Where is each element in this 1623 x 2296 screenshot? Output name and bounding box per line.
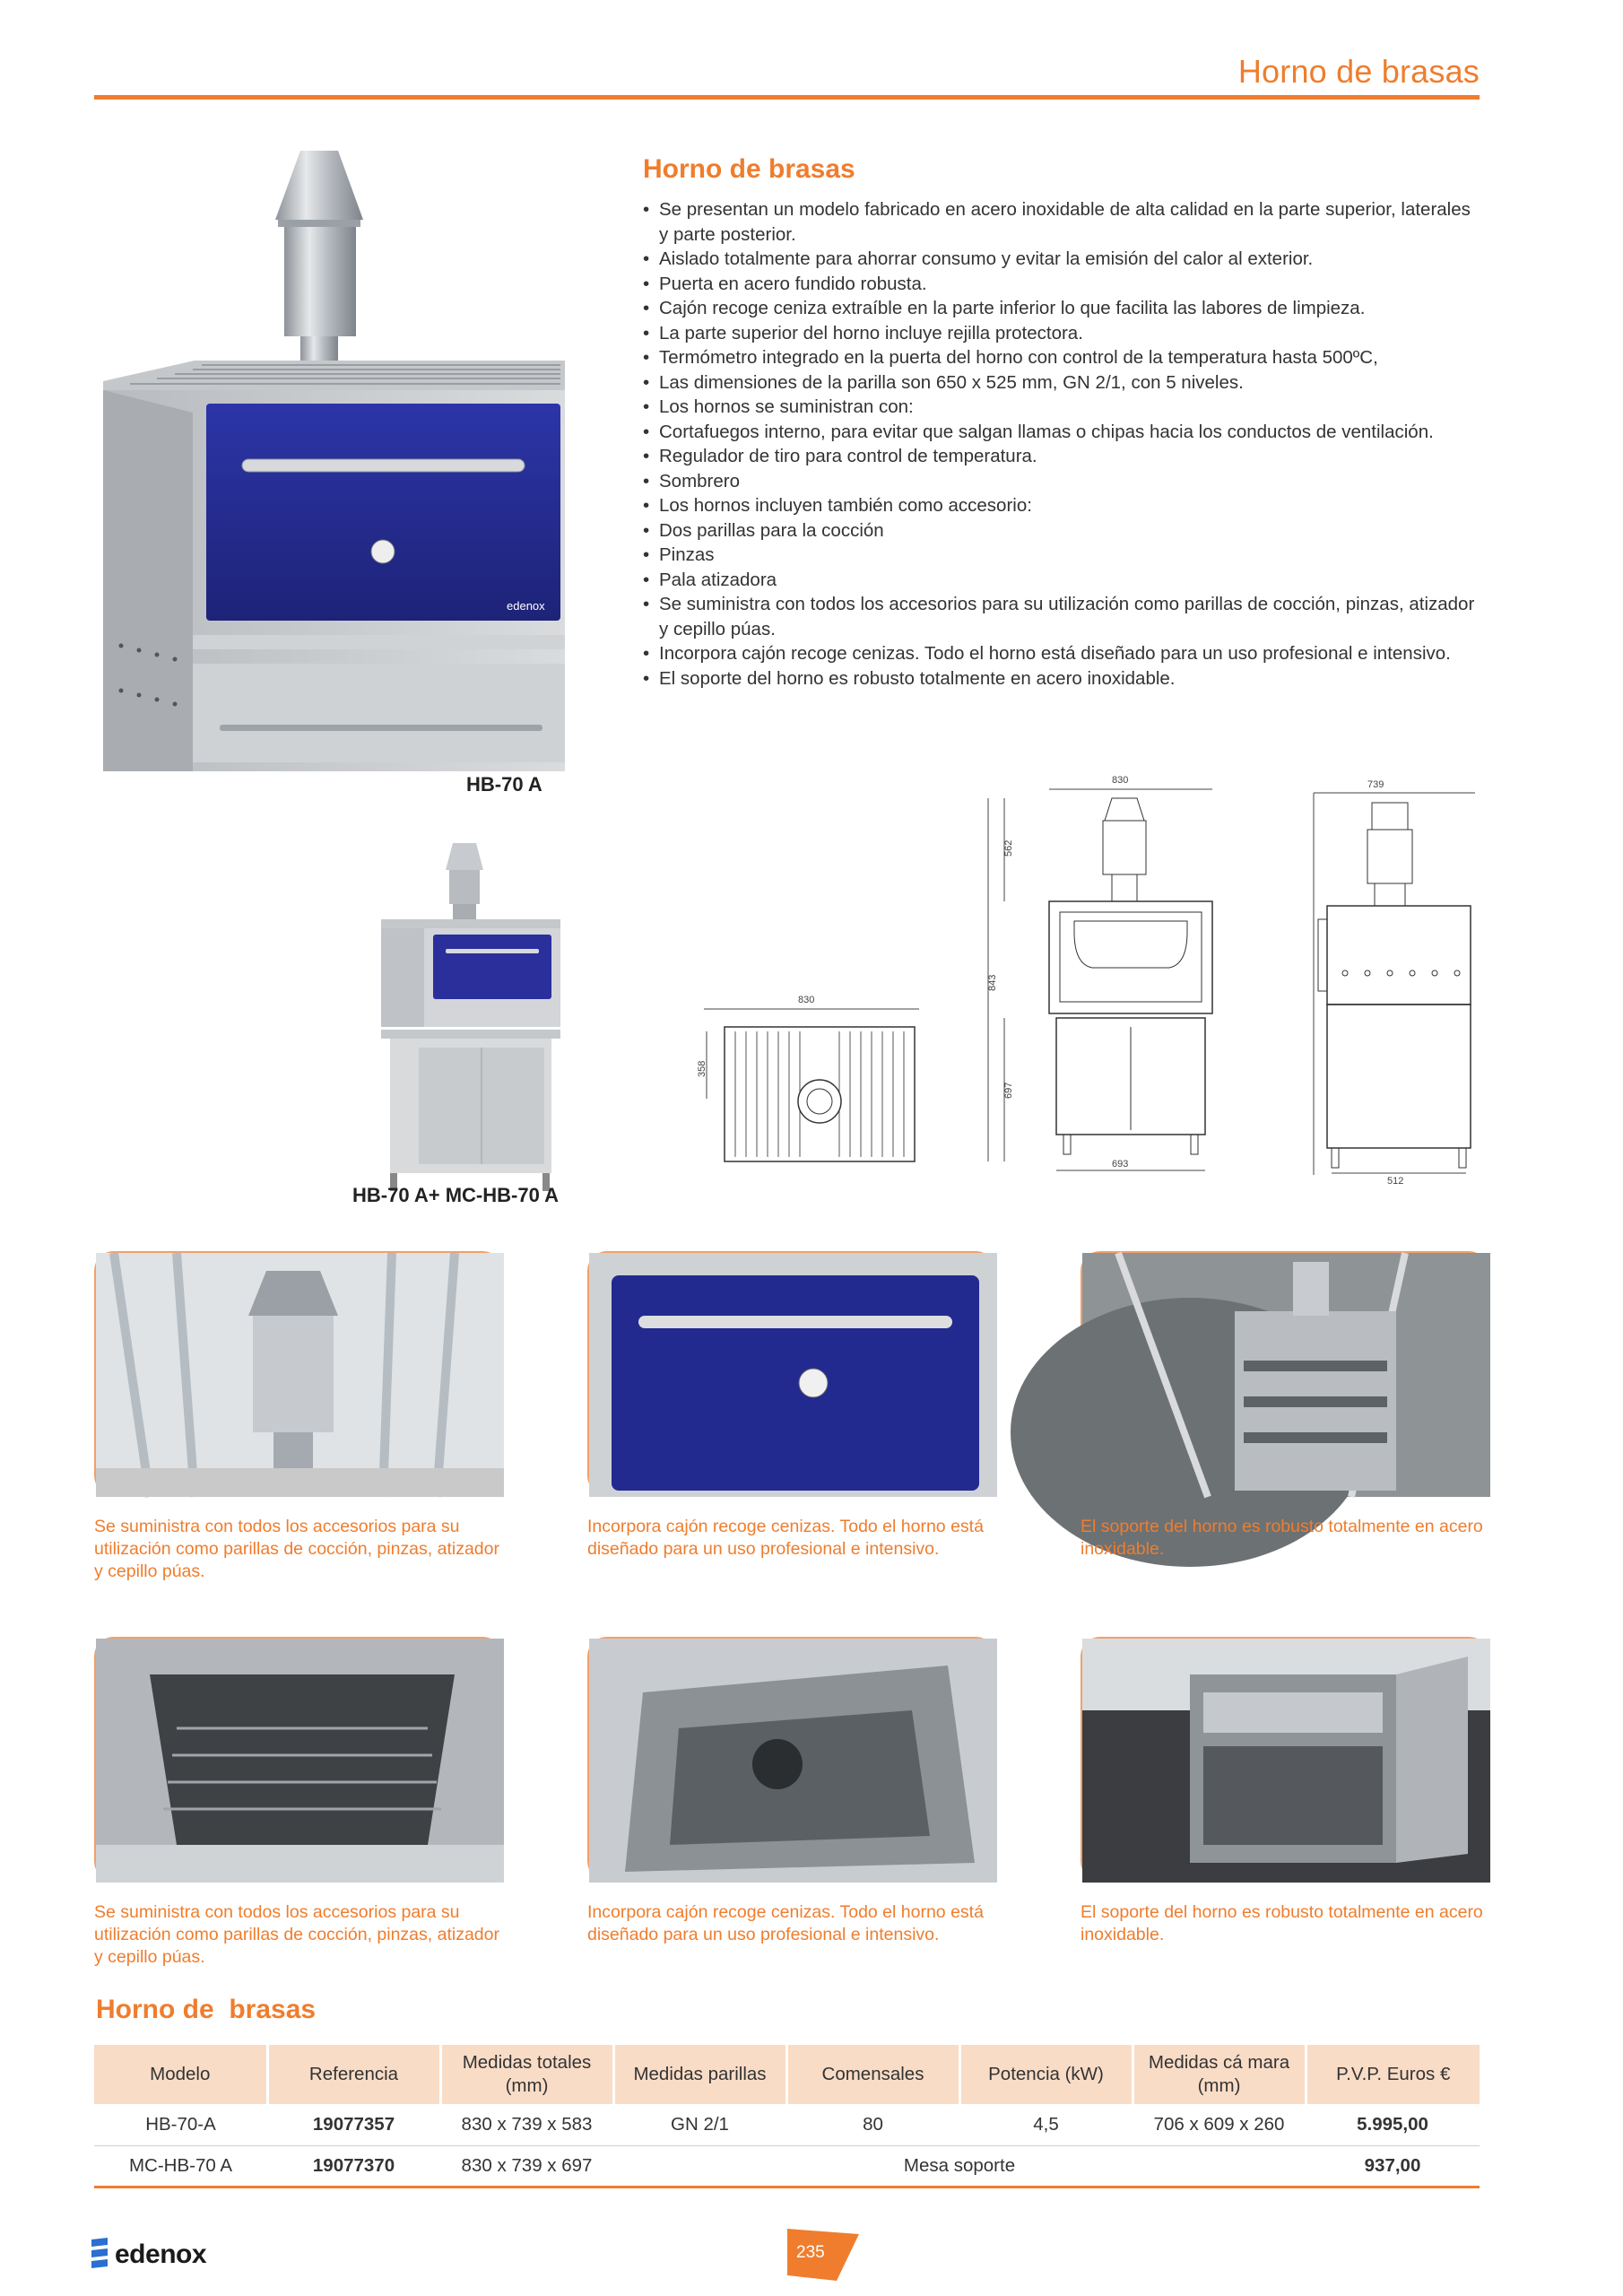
svg-text:512: 512 (1387, 1176, 1404, 1187)
technical-drawing-side-view (1305, 779, 1484, 1187)
cell-dimensions: 830 x 739 x 697 (440, 2145, 613, 2187)
column-header: Comensales (786, 2045, 959, 2104)
svg-text:843: 843 (987, 974, 998, 991)
price-table (94, 2045, 1480, 2188)
photo-caption: Incorpora cajón recoge cenizas. Todo el horno está diseñado para un uso profesional e intensivo. (587, 1517, 984, 1559)
photo-ash-drawer (587, 1637, 995, 1881)
svg-text:830: 830 (798, 995, 815, 1005)
table-row (94, 2104, 1480, 2145)
photo-caption: Se suministra con todos los accesorios para su utilización como parillas de cocción, pinzas, atizador y cepillo púas. (94, 1517, 499, 1581)
edenox-logo-icon (90, 2238, 109, 2272)
technical-drawing-top-view (699, 987, 924, 1175)
page-number: 235 (796, 2243, 825, 2262)
svg-text:358: 358 (697, 1060, 707, 1077)
feature-item: • Los hornos incluyen también como accesorio: (643, 493, 1477, 518)
cell-model: HB-70-A (94, 2104, 267, 2145)
photo-oven-top-view (1081, 1251, 1488, 1495)
cell-power: 4,5 (959, 2104, 1133, 2145)
product-label-hb70a: HB-70 A (466, 773, 542, 796)
feature-item: • La parte superior del horno incluye rejilla protectora. (643, 321, 1477, 346)
page-title: Horno de brasas (1237, 53, 1480, 90)
svg-text:edenox: edenox (507, 599, 545, 613)
column-header: Potencia (kW) (959, 2045, 1133, 2104)
table-row (94, 2145, 1480, 2187)
svg-text:693: 693 (1112, 1159, 1129, 1170)
feature-item: • Cortafuegos interno, para evitar que salgan llamas o chipas hacia los conductos de ventilación. (643, 420, 1477, 445)
photo-stainless-stand (1081, 1637, 1488, 1881)
cell-reference: 19077370 (267, 2145, 440, 2187)
cell-diners: 80 (786, 2104, 959, 2145)
cell-price: 937,00 (1306, 2145, 1480, 2187)
table-title: Horno de brasas (96, 1995, 317, 2024)
cell-chamber: 706 x 609 x 260 (1133, 2104, 1306, 2145)
svg-text:739: 739 (1367, 779, 1384, 790)
feature-item: • Dos parillas para la cocción (643, 518, 1477, 544)
technical-drawing-front-view (977, 767, 1228, 1184)
brand-name: edenox (115, 2239, 207, 2269)
column-header: Referencia (267, 2045, 440, 2104)
column-header: Medidas cá mara (mm) (1133, 2045, 1306, 2104)
product-description (643, 154, 1477, 691)
photo-oven-door (587, 1251, 995, 1495)
photo-caption: El soporte del horno es robusto totalmente en acero inoxidable. (1081, 1517, 1483, 1559)
table-header-row (94, 2045, 1480, 2104)
photo-caption: El soporte del horno es robusto totalmente en acero inoxidable. (1081, 1902, 1483, 1944)
cell-grill-size: GN 2/1 (613, 2104, 786, 2145)
svg-text:830: 830 (1112, 775, 1129, 786)
column-header: Modelo (94, 2045, 267, 2104)
feature-item: • Pala atizadora (643, 568, 1477, 593)
cell-reference: 19077357 (267, 2104, 440, 2145)
page-header (94, 49, 1480, 100)
photo-chimney-closeup (94, 1251, 502, 1495)
feature-item: • Cajón recoge ceniza extraíble en la parte inferior lo que facilita las labores de limpieza. (643, 296, 1477, 321)
column-header: Medidas parillas (613, 2045, 786, 2104)
feature-item: • Sombrero (643, 469, 1477, 494)
feature-item: • Pinzas (643, 543, 1477, 568)
feature-item: • Se presentan un modelo fabricado en acero inoxidable de alta calidad en la parte superior, laterales y parte posterior. (643, 197, 1477, 247)
cell-dimensions: 830 x 739 x 583 (440, 2104, 613, 2145)
brand-logo (90, 2238, 206, 2272)
product-image-hb70a-with-stand (363, 834, 569, 1193)
feature-item: • El soporte del horno es robusto totalmente en acero inoxidable. (643, 666, 1477, 691)
feature-item: • Regulador de tiro para control de temperatura. (643, 444, 1477, 469)
feature-item: • Termómetro integrado en la puerta del horno con control de la temperatura hasta 500ºC, (643, 345, 1477, 370)
cell-model: MC-HB-70 A (94, 2145, 267, 2187)
feature-item: • Las dimensiones de la parilla son 650 x 525 mm, GN 2/1, con 5 niveles. (643, 370, 1477, 396)
column-header: P.V.P. Euros € (1306, 2045, 1480, 2104)
feature-list (643, 197, 1477, 691)
product-label-combo: HB-70 A+ MC-HB-70 A (352, 1184, 560, 1206)
feature-item: • Incorpora cajón recoge cenizas. Todo el horno está diseñado para un uso profesional e intensivo. (643, 641, 1477, 666)
svg-text:697: 697 (1003, 1082, 1014, 1099)
page-number-badge (787, 2229, 859, 2283)
column-header: Medidas totales (mm) (440, 2045, 613, 2104)
photo-grill-interior (94, 1637, 502, 1881)
cell-price: 5.995,00 (1306, 2104, 1480, 2145)
feature-item: • Los hornos se suministran con: (643, 395, 1477, 420)
feature-item: • Puerta en acero fundido robusta. (643, 272, 1477, 297)
description-title: Horno de brasas (643, 154, 855, 184)
svg-text:562: 562 (1003, 839, 1014, 857)
photo-caption: Incorpora cajón recoge cenizas. Todo el horno está diseñado para un uso profesional e intensivo. (587, 1902, 984, 1944)
cell-description: Mesa soporte (613, 2145, 1306, 2187)
product-image-hb70a (94, 144, 569, 762)
feature-item: • Se suministra con todos los accesorios para su utilización como parillas de cocción, pinzas, atizador y cepillo púas. (643, 592, 1477, 641)
feature-item: • Aislado totalmente para ahorrar consumo y evitar la emisión del calor al exterior. (643, 247, 1477, 272)
photo-caption: Se suministra con todos los accesorios para su utilización como parillas de cocción, pinzas, atizador y cepillo púas. (94, 1902, 499, 1967)
